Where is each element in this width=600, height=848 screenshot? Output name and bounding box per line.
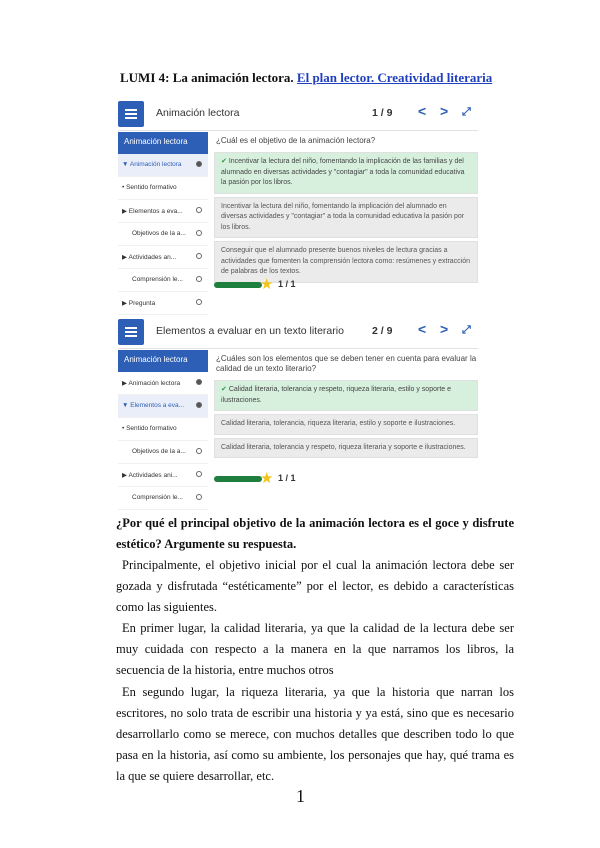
answer-option[interactable]: Calidad literaria, tolerancia y respeto, riqueza literaria y soporte e ilustraciones. [214, 438, 478, 459]
sidebar-item[interactable]: • Sentido formativo [118, 418, 208, 441]
star-icon: ★ [260, 276, 274, 293]
prev-arrow-icon[interactable]: < [418, 103, 427, 119]
quiz-title: Animación lectora [156, 107, 240, 119]
quiz-screenshot-1 [118, 98, 478, 307]
quiz-sidebar [118, 350, 208, 501]
progress-count: 1 / 1 [278, 279, 296, 289]
sidebar-item[interactable]: ▶ Pregunta [118, 292, 208, 315]
quiz-title: Elementos a evaluar en un texto literario [156, 325, 344, 337]
next-arrow-icon[interactable]: > [440, 321, 449, 337]
sidebar-item[interactable]: ▶ Actividades an... [118, 246, 208, 269]
progress-bar [214, 282, 262, 288]
progress-indicator [214, 278, 334, 292]
menu-icon[interactable] [118, 101, 144, 127]
quiz-sidebar [118, 132, 208, 307]
page-number: 1 [296, 786, 305, 806]
answer-option[interactable]: ✔ Calidad literaria, tolerancia y respeto, riqueza literaria, estilo y soporte e ilustraciones. [214, 380, 478, 411]
quiz-main [214, 132, 478, 298]
heading-link[interactable]: El plan lector. Creatividad literaria [296, 70, 493, 85]
sidebar-item[interactable]: ▶ Actividades ani... [118, 464, 208, 487]
paragraph: En segundo lugar, la riqueza literaria, ya que la historia que narran los escritores, no solo trata de escribir una historia y ya está, sino que es necesario desarrollarlo como se merece, con muchos detalles que describen todo lo que pasa en la historia, así como su ambiente, los personajes que hay, qué trama es la que se quiere desarrollar, etc. [116, 685, 514, 783]
menu-icon[interactable] [118, 319, 144, 345]
essay-question: ¿Por qué el principal objetivo de la animación lectora es el goce y disfrute estético? Argumente su respuesta. [116, 516, 514, 551]
quiz-main [214, 350, 478, 492]
sidebar-item[interactable]: ▶ Elementos a eva... [118, 200, 208, 223]
sidebar-item[interactable]: Objetivos de la a... [118, 223, 208, 246]
sidebar-item[interactable]: ▶ Animación lectora [118, 372, 208, 395]
sidebar-item[interactable]: ▼ Animación lectora [118, 154, 208, 177]
paragraph: En primer lugar, la calidad literaria, ya que la calidad de la lectura debe ser muy cuidada con respecto a la manera en la que narramos los libros, la secuencia de la historia, entre muchos otros [116, 621, 514, 677]
sidebar-item[interactable]: Objetivos de la a... [118, 441, 208, 464]
check-icon: ✔ [221, 386, 227, 393]
progress-count: 1 / 1 [278, 473, 296, 483]
sidebar-item[interactable]: Comprensión le... [118, 487, 208, 510]
heading-prefix: LUMI 4: La animación lectora. [120, 70, 294, 85]
document-heading [120, 70, 492, 86]
sidebar-item[interactable]: • Sentido formativo [118, 177, 208, 200]
answer-option[interactable]: Conseguir que el alumnado presente buenos niveles de lectura gracias a actividades que fomenten la comprensión lectora como: resúmenes y extracción de palabras de los textos. [214, 241, 478, 283]
expand-icon[interactable]: ⤢ [462, 106, 471, 118]
quiz-counter: 2 / 9 [372, 325, 393, 337]
quiz-counter: 1 / 9 [372, 107, 393, 119]
answer-option[interactable]: Incentivar la lectura del niño, fomentando la implicación del alumnado en diversas actividades y "contagiar" a toda la comunidad educativa la pasión por los libros. [214, 197, 478, 239]
sidebar-header: Animación lectora [118, 350, 208, 372]
sidebar-item[interactable]: Comprensión le... [118, 269, 208, 292]
answer-option[interactable]: ✔ Incentivar la lectura del niño, fomentando la implicación de las familias y del alumnado en diversas actividades y "contagiar" a toda la comunidad educativa la pasión por los libros. [214, 152, 478, 194]
prev-arrow-icon[interactable]: < [418, 321, 427, 337]
check-icon: ✔ [221, 158, 227, 165]
sidebar-item[interactable]: ▼ Elementos a eva... [118, 395, 208, 418]
star-icon: ★ [260, 470, 274, 487]
progress-bar [214, 476, 262, 482]
expand-icon[interactable]: ⤢ [462, 324, 471, 336]
next-arrow-icon[interactable]: > [440, 103, 449, 119]
quiz-question: ¿Cuál es el objetivo de la animación lectora? [216, 136, 376, 145]
quiz-header [118, 98, 478, 131]
answer-option[interactable]: Calidad literaria, tolerancia, riqueza literaria, estilo y soporte e ilustraciones. [214, 414, 478, 435]
progress-indicator [214, 472, 334, 486]
quiz-screenshot-2 [118, 316, 478, 501]
quiz-header [118, 316, 478, 349]
sidebar-header: Animación lectora [118, 132, 208, 154]
paragraph: Principalmente, el objetivo inicial por el cual la animación lectora debe ser gozada y disfrutada “estéticamente” por el lector, es debido a características como las siguientes. [116, 558, 514, 614]
quiz-question: ¿Cuáles son los elementos que se deben tener en cuenta para evaluar la calidad de un texto literario? [216, 354, 477, 373]
